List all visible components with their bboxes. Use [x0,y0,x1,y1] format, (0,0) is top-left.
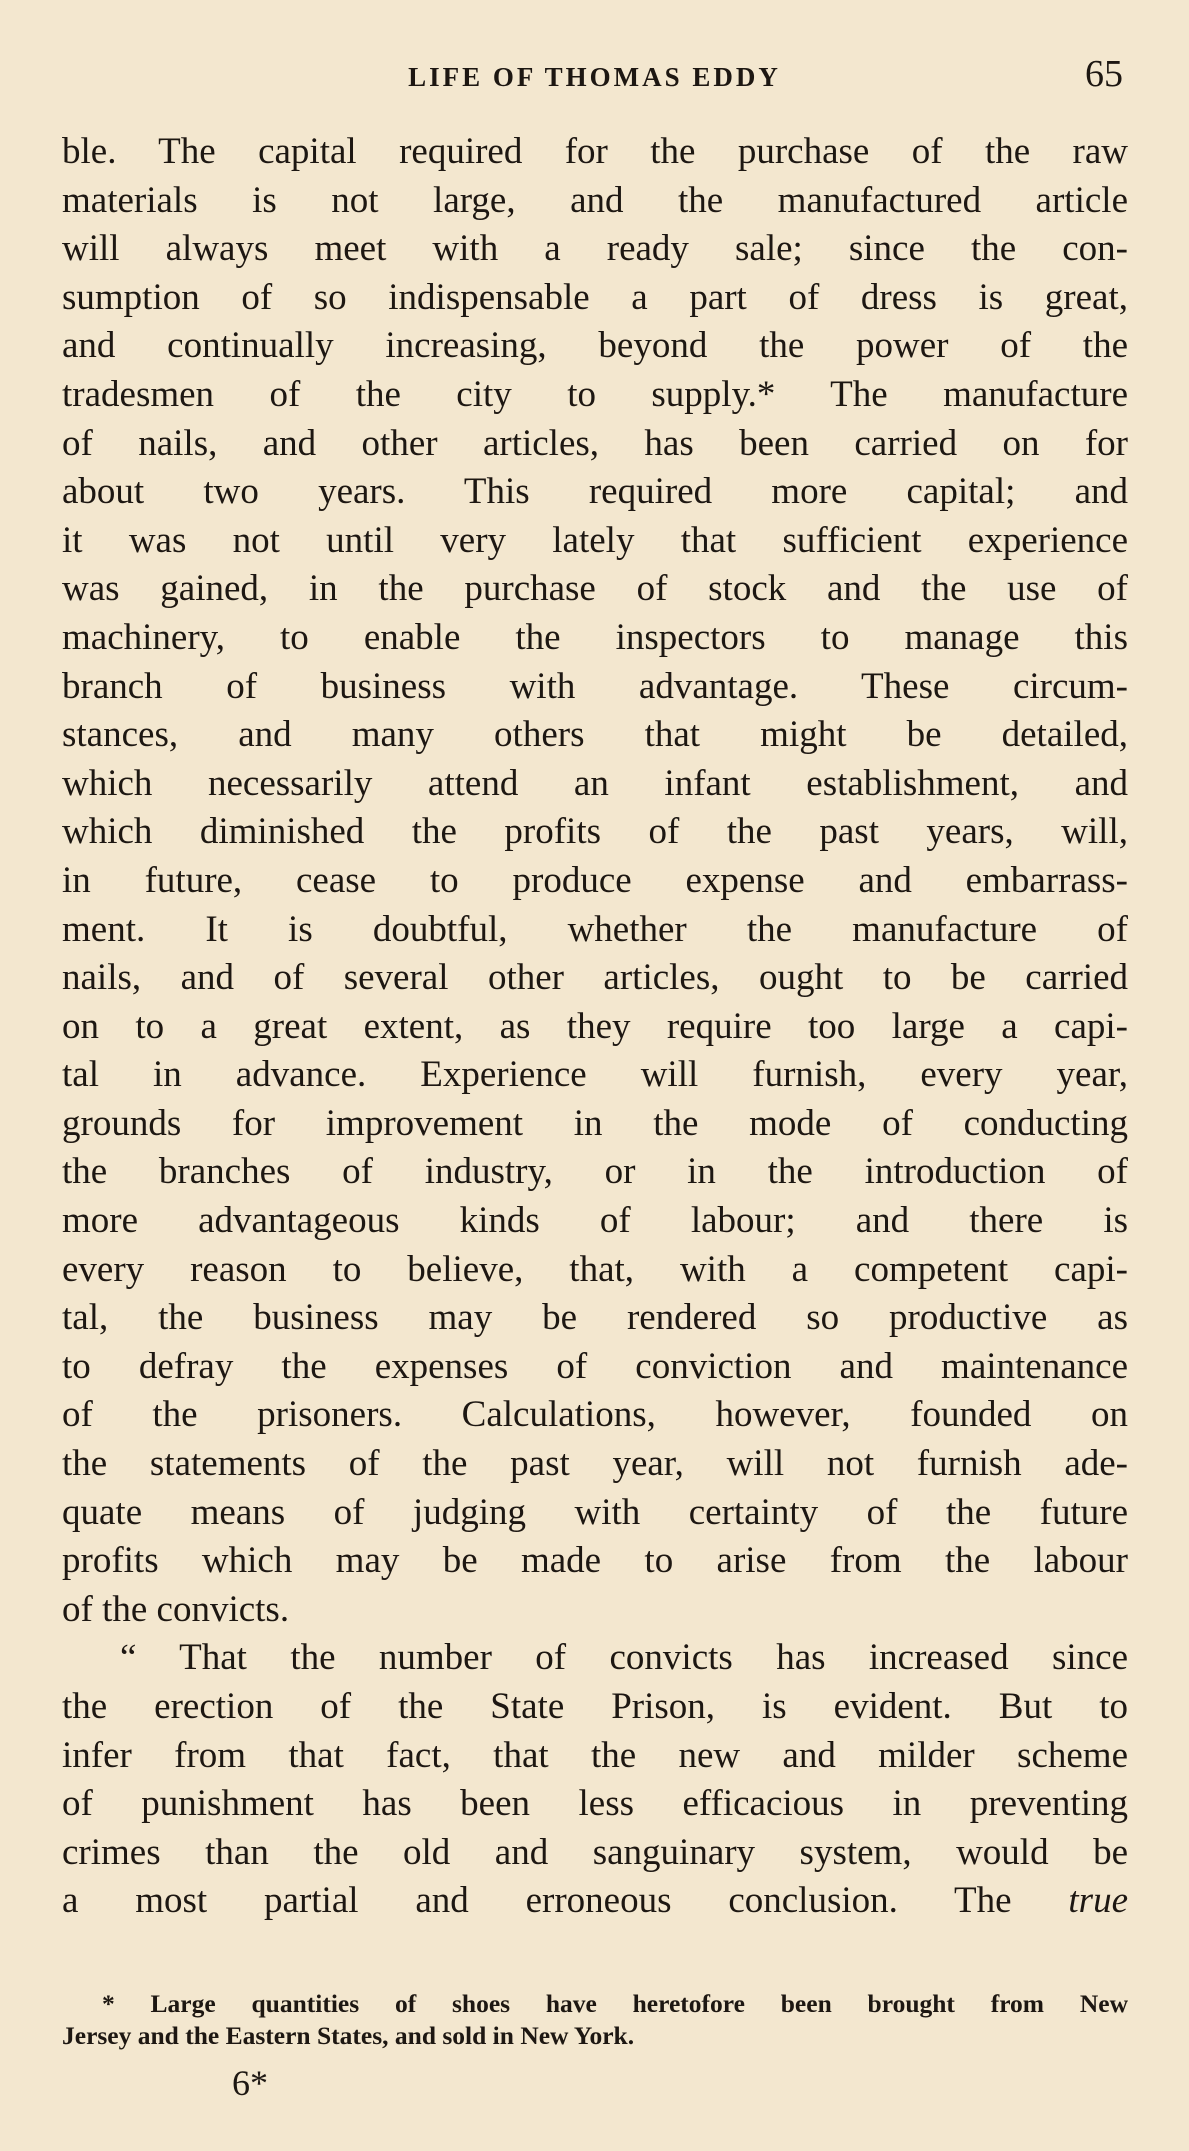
final-line-text: a most partial and erroneous conclusion. The [62,1880,1012,1922]
text-line: machinery, to enable the inspectors to manage this [62,616,1128,658]
text-line: stances, and many others that might be detailed, [62,714,1128,756]
text-line: grounds for improvement in the mode of conducting [62,1102,1128,1144]
body-text [62,128,1128,1926]
footnote-line: Jersey and the Eastern States, and sold in New York. [62,2021,635,2050]
text-line: infer from that fact, that the new and milder scheme [62,1734,1128,1776]
text-line: tal in advance. Experience will furnish, every year, [62,1054,1128,1096]
text-line: ment. It is doubtful, whether the manufacture of [62,908,1128,950]
paragraph-start-line: “ That the number of convicts has increased since [120,1637,1128,1679]
text-line: nails, and of several other articles, ought to be carried [62,957,1128,999]
text-line: branch of business with advantage. These circum- [62,665,1128,707]
text-line: on to a great extent, as they require too large a capi- [62,1005,1128,1047]
text-line: the erection of the State Prison, is evident. But to [62,1686,1128,1727]
text-line: of nails, and other articles, has been carried on for [62,422,1128,464]
text-line: will always meet with a ready sale; since the con- [62,228,1128,270]
text-line: profits which may be made to arise from the labour [62,1540,1128,1582]
text-line: of the prisoners. Calculations, however, founded on [62,1394,1128,1436]
footnote-line: * Large quantities of shoes have heretofore been brought from New [102,1989,1128,2018]
text-line: to defray the expenses of conviction and maintenance [62,1345,1128,1387]
text-line: materials is not large, and the manufactured article [62,179,1128,221]
text-line: the statements of the past year, will not furnish ade- [62,1443,1128,1485]
text-line: sumption of so indispensable a part of dress is great, [62,276,1128,318]
text-line: and continually increasing, beyond the power of the [62,325,1128,367]
signature-mark: 6* [232,2063,268,2103]
text-line: it was not until very lately that sufficient experience [62,519,1128,561]
text-line: quate means of judging with certainty of the future [62,1491,1128,1533]
text-line: more advantageous kinds of labour; and there is [62,1200,1128,1242]
text-line: in future, cease to produce expense and embarrass- [62,859,1128,901]
text-line: of punishment has been less efficacious in preventing [62,1783,1128,1825]
text-line: which diminished the profits of the past years, will, [62,811,1128,853]
page-number: 65 [1085,53,1123,95]
footnote [62,1988,1128,2052]
text-line: the branches of industry, or in the introduction of [62,1151,1128,1193]
text-line: every reason to believe, that, with a competent capi- [62,1248,1128,1290]
running-title: LIFE OF THOMAS EDDY [408,62,781,92]
text-line: of the convicts. [62,1588,290,1630]
page-header [0,52,1189,102]
text-line: ble. The capital required for the purchase of the raw [62,131,1128,172]
text-line: was gained, in the purchase of stock and the use of [62,568,1128,610]
text-line: tradesmen of the city to supply.* The manufacture [62,373,1128,415]
text-line: about two years. This required more capital; and [62,471,1128,513]
final-text-line [62,1877,1128,1926]
italic-word: true [1068,1880,1128,1922]
text-line: which necessarily attend an infant establishment, and [62,762,1128,804]
text-line: crimes than the old and sanguinary system, would be [62,1831,1128,1873]
text-line: tal, the business may be rendered so productive as [62,1297,1128,1339]
